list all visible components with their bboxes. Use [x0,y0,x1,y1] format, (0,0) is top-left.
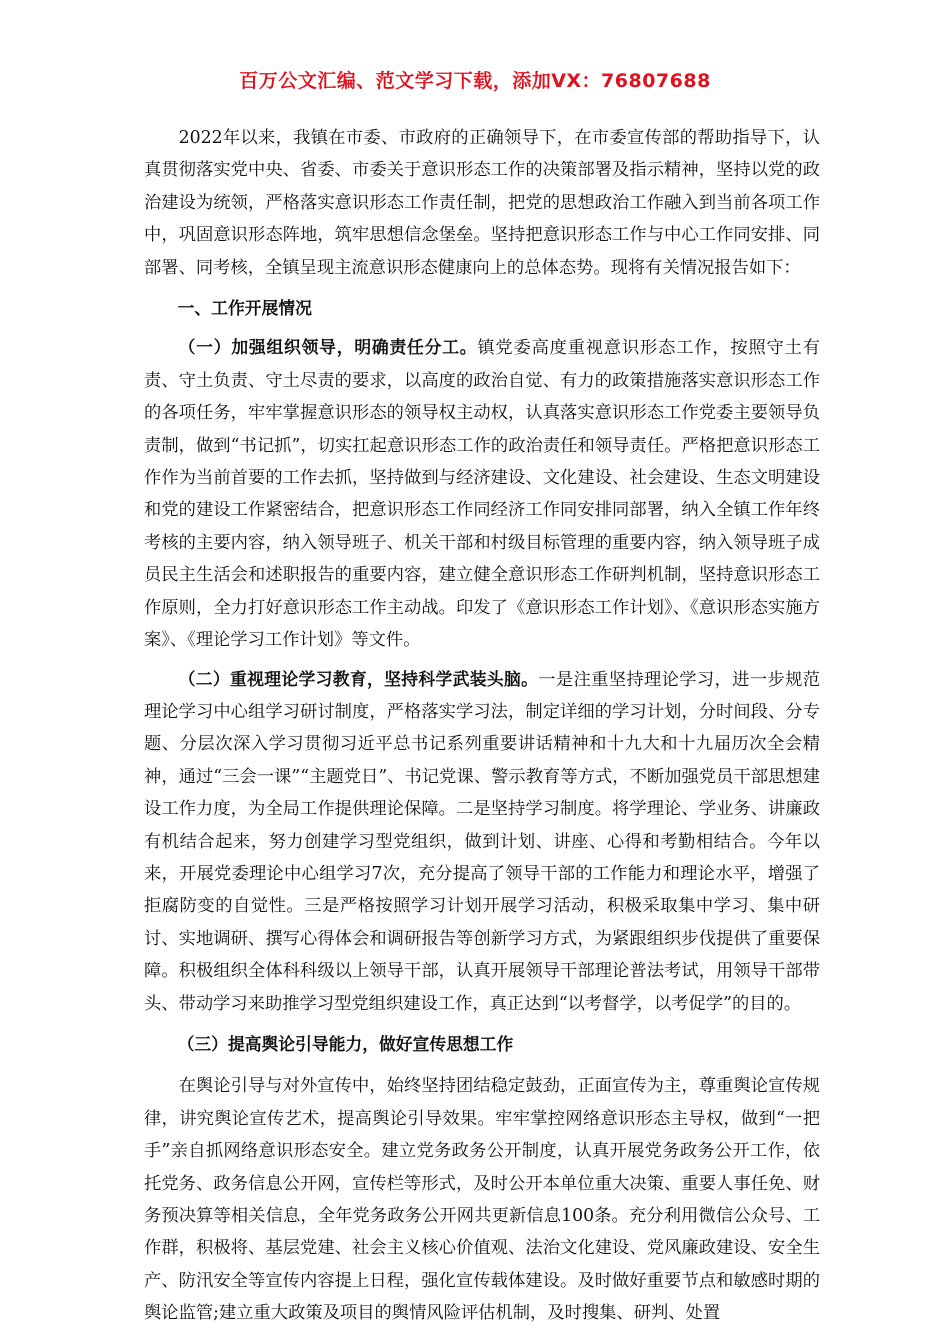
paragraph-2 [144,663,820,1020]
paragraph-3-heading: （三）提高舆论引导能力，做好宣传思想工作 [177,1033,514,1054]
section-heading: 一、工作开展情况 [177,298,312,319]
paragraph-1 [144,331,820,656]
paragraph-2-body: 一是注重坚持理论学习，进一步规范理论学习中心组学习研讨制度，严格落实学习法，制定详细的学习计划，分时间段、分专题、分层次深入学习贯彻习近平总书记系列重要讲话精神和十九大和十九届历次全会精神，通过“三会一课”“主题党日”、书记党课、警示教育等方式，不断加强党员干部思想建设工作力度，为全局工作提供理论保障。二是坚持学习制度。将学理论、学业务、讲廉政有机结合起来，努力创建学习型党组织，做到计划、讲座、心得和考勤相结合。今年以来，开展党委理论中心组学习7次，充分提高了领导干部的工作能力和理论水平，增强了拒腐防变的自觉性。三是严格按照学习计划开展学习活动，积极采取集中学习、集中研讨、实地调研、撰写心得体会和调研报告等创新学习方式，为紧跟组织步伐提供了重要保障。积极组织全体科科级以上领导干部，认真开展领导干部理论普法考试，用领导干部带头、带动学习来助推学习型党组织建设工作，真正达到“以考督学，以考促学”的目的。 [144,669,820,1014]
paragraph-1-heading: （一）加强组织领导，明确责任分工。 [178,337,478,358]
paragraph-2-heading: （二）重视理论学习教育，坚持科学武装头脑。 [178,668,539,689]
paragraph-1-body: 镇党委高度重视意识形态工作，按照守土有责、守土负责、守土尽责的要求，以高度的政治自觉、有力的政策措施落实意识形态工作的各项任务，牢牢掌握意识形态的领导权主动权，认真落实意识形态工作党委主要领导负责制，做到“书记抓”，切实扛起意识形态工作的政治责任和领导责任。严格把意识形态工作作为当前首要的工作去抓，坚持做到与经济建设、文化建设、社会建设、生态文明建设和党的建设工作紧密结合，把意识形态工作同经济工作同安排同部署，纳入全镇工作年终考核的主要内容，纳入领导班子、机关干部和村级目标管理的重要内容，纳入领导班子成员民主生活会和述职报告的重要内容，建立健全意识形态工作研判机制，坚持意识形态工作原则，全力打好意识形态工作主动战。印发了《意识形态工作计划》、《意识形态实施方案》、《理论学习工作计划》等文件。 [144,338,820,651]
document-body [144,122,820,1330]
paragraph-3-body: 在舆论引导与对外宣传中，始终坚持团结稳定鼓劲，正面宣传为主，尊重舆论宣传规律，讲究舆论宣传艺术，提高舆论引导效果。牢牢掌控网络意识形态主导权，做到“一把手”亲自抓网络意识形态安全。建立党务政务公开制度，认真开展党务政务公开工作，依托党务、政务信息公开网，宣传栏等形式，及时公开本单位重大决策、重要人事任免、财务预决算等相关信息，全年党务政务公开网共更新信息100条。充分利用微信公众号、工作群，积极将、基层党建、社会主义核心价值观、法治文化建设、党风廉政建设、安全生产、防汛安全等宣传内容提上日程，强化宣传载体建设。及时做好重要节点和敏感时期的舆论监管;建立重大政策及项目的舆情风险评估机制，及时搜集、研判、处置 [144,1076,820,1324]
watermark-banner: 百万公文汇编、范文学习下载，添加VX：76807688 [239,70,711,92]
intro-paragraph: 2022年以来，我镇在市委、市政府的正确领导下，在市委宣传部的帮助指导下，认真贯彻落实党中央、省委、市委关于意识形态工作的决策部署及指示精神，坚持以党的政治建设为统领，严格落实意识形态工作责任制，把党的思想政治工作融入到当前各项工作中，巩固意识形态阵地，筑牢思想信念堡垒。坚持把意识形态工作与中心工作同安排、同部署、同考核，全镇呈现主流意识形态健康向上的总体态势。现将有关情况报告如下： [144,128,820,278]
